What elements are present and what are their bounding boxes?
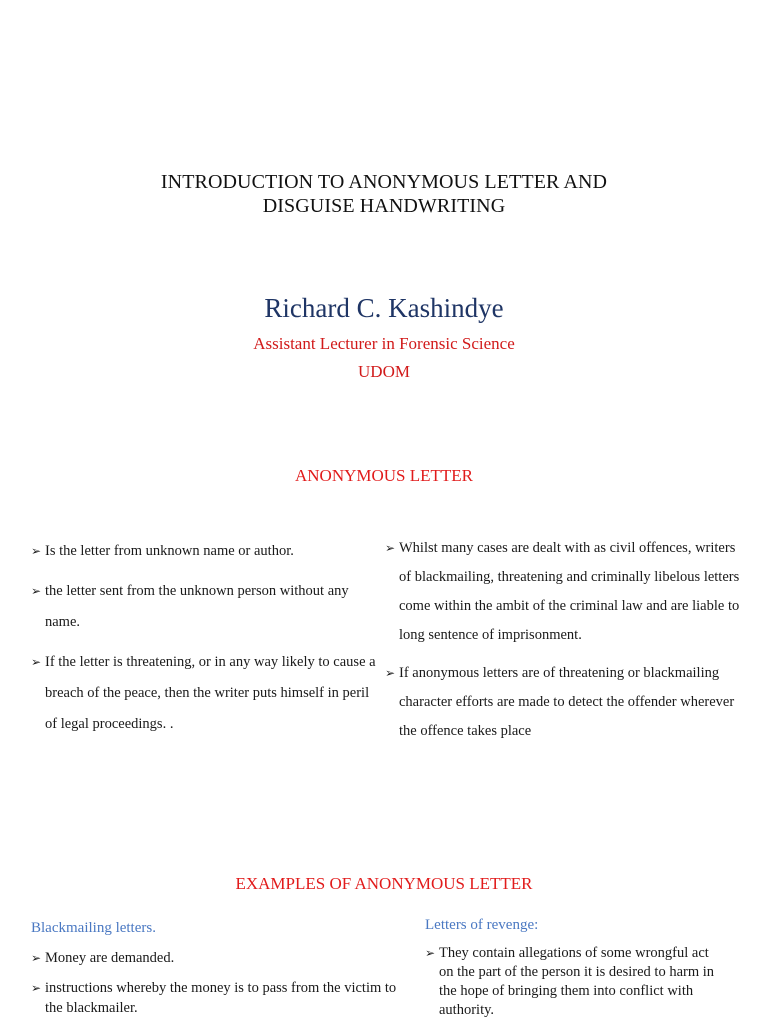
bullet-text: Money are demanded. bbox=[45, 950, 175, 966]
arrow-bullet-icon: ➢ bbox=[385, 666, 396, 680]
list-item bbox=[425, 944, 725, 1020]
arrow-bullet-icon: ➢ bbox=[31, 544, 42, 558]
list-item bbox=[31, 536, 376, 567]
list-item bbox=[385, 659, 740, 746]
bullet-text: Whilst many cases are dealt with as civil offences, writers of blackmailing, threatening and criminally libelous letters come within the ambit of the criminal law and are liable to long sentence of imprisonment. bbox=[399, 540, 740, 643]
list-item bbox=[31, 576, 376, 638]
arrow-bullet-icon: ➢ bbox=[31, 655, 42, 669]
author-role: Assistant Lecturer in Forensic Science bbox=[253, 334, 515, 353]
arrow-bullet-icon: ➢ bbox=[31, 981, 42, 995]
bullet-text: Is the letter from unknown name or author. bbox=[45, 543, 294, 559]
arrow-bullet-icon: ➢ bbox=[31, 584, 42, 598]
document-title bbox=[0, 170, 768, 218]
bullet-text: They contain allegations of some wrongful act on the part of the person it is desired to harm in the hope of bringing them into conflict with authority. bbox=[439, 945, 715, 1018]
bullet-text: If the letter is threatening, or in any way likely to cause a breach of the peace, then the writer puts himself in peril of legal proceedings. . bbox=[45, 654, 376, 732]
list-item bbox=[385, 534, 740, 650]
right-bullet-list bbox=[385, 534, 740, 755]
list-item bbox=[31, 978, 416, 1018]
subheading-blackmailing: Blackmailing letters. bbox=[31, 920, 156, 936]
title-line-1: INTRODUCTION TO ANONYMOUS LETTER AND bbox=[160, 171, 608, 193]
arrow-bullet-icon: ➢ bbox=[425, 946, 436, 960]
list-item bbox=[31, 647, 376, 740]
subheading-revenge: Letters of revenge: bbox=[425, 917, 539, 933]
blackmailing-bullet-list bbox=[31, 948, 416, 1028]
left-bullet-list bbox=[31, 536, 376, 749]
bullet-text: instructions whereby the money is to pass from the victim to the blackmailer. bbox=[45, 980, 397, 1016]
arrow-bullet-icon: ➢ bbox=[31, 951, 42, 965]
revenge-bullet-list bbox=[425, 944, 725, 1030]
section-heading-anonymous-letter: ANONYMOUS LETTER bbox=[294, 466, 474, 485]
arrow-bullet-icon: ➢ bbox=[385, 541, 396, 555]
title-line-2: DISGUISE HANDWRITING bbox=[262, 195, 506, 217]
author-organization: UDOM bbox=[358, 362, 410, 381]
section-heading-examples: EXAMPLES OF ANONYMOUS LETTER bbox=[235, 874, 533, 893]
bullet-text: the letter sent from the unknown person without any name. bbox=[45, 583, 349, 630]
author-name: Richard C. Kashindye bbox=[264, 293, 504, 323]
list-item bbox=[31, 948, 416, 968]
bullet-text: If anonymous letters are of threatening or blackmailing character efforts are made to detect the offender wherever the offence takes place bbox=[399, 665, 735, 739]
